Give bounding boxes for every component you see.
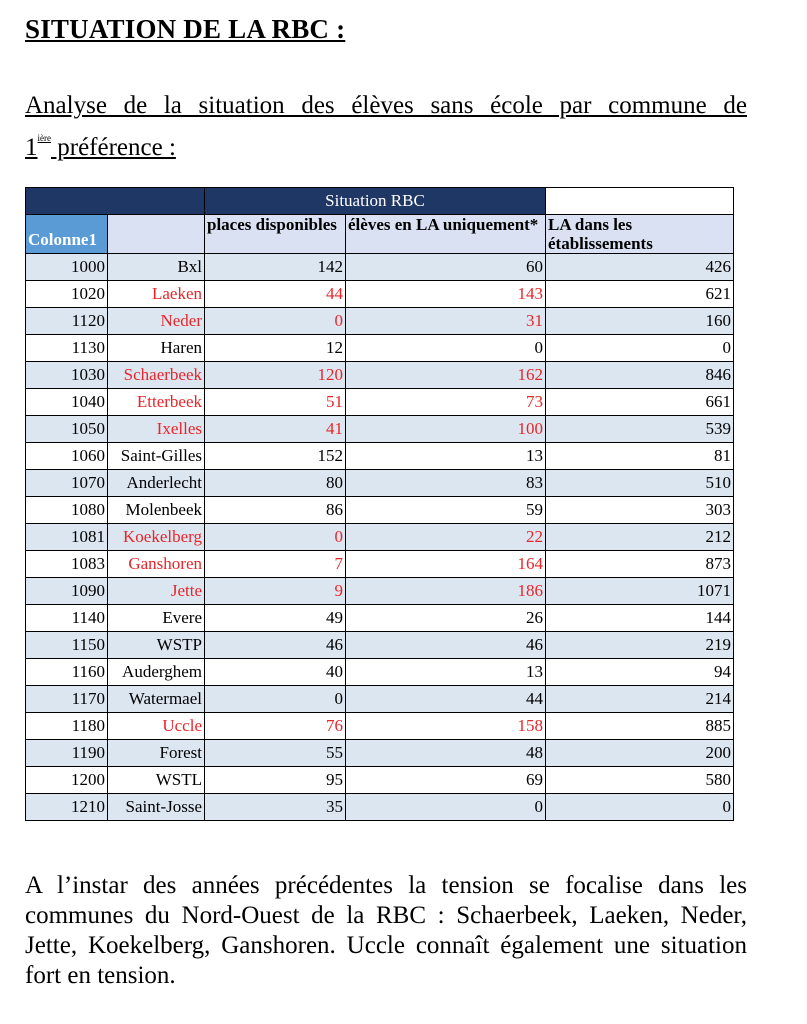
cell-la: 200: [546, 740, 734, 767]
cell-eleves: 73: [346, 389, 546, 416]
cell-code: 1040: [26, 389, 108, 416]
group-header: Situation RBC: [205, 188, 546, 215]
cell-places: 0: [205, 686, 346, 713]
section-heading-continued: [25, 122, 176, 164]
cell-code: 1150: [26, 632, 108, 659]
cell-commune: Watermael: [108, 686, 205, 713]
cell-places: 120: [205, 362, 346, 389]
cell-code: 1070: [26, 470, 108, 497]
cell-eleves: 44: [346, 686, 546, 713]
cell-la: 219: [546, 632, 734, 659]
cell-code: 1083: [26, 551, 108, 578]
cell-places: 51: [205, 389, 346, 416]
cell-eleves: 83: [346, 470, 546, 497]
cell-places: 55: [205, 740, 346, 767]
column-header-la: [546, 215, 734, 254]
cell-places: 40: [205, 659, 346, 686]
column-header-places-label: places disponibles: [207, 215, 337, 234]
cell-commune: Etterbeek: [108, 389, 205, 416]
cell-commune: Molenbeek: [108, 497, 205, 524]
table-row: [26, 632, 734, 659]
cell-places: 35: [205, 794, 346, 821]
cell-places: 7: [205, 551, 346, 578]
cell-la: 0: [546, 794, 734, 821]
cell-places: 142: [205, 254, 346, 281]
table-row: [26, 416, 734, 443]
cell-eleves: 48: [346, 740, 546, 767]
cell-places: 44: [205, 281, 346, 308]
cell-eleves: 100: [346, 416, 546, 443]
cell-la: 621: [546, 281, 734, 308]
column-header-eleves-label: élèves en LA uniquement*: [348, 215, 539, 234]
cell-code: 1081: [26, 524, 108, 551]
table-row: [26, 254, 734, 281]
cell-commune: Ixelles: [108, 416, 205, 443]
cell-eleves: 59: [346, 497, 546, 524]
cell-commune: Schaerbeek: [108, 362, 205, 389]
cell-commune: Bxl: [108, 254, 205, 281]
table-row: [26, 281, 734, 308]
cell-code: 1210: [26, 794, 108, 821]
cell-commune: Auderghem: [108, 659, 205, 686]
cell-commune: Neder: [108, 308, 205, 335]
column-header-code: Colonne1: [26, 215, 108, 254]
cell-places: 76: [205, 713, 346, 740]
heading-prefix: 1: [25, 134, 38, 161]
cell-code: 1090: [26, 578, 108, 605]
cell-places: 80: [205, 470, 346, 497]
cell-la: 1071: [546, 578, 734, 605]
table-row: [26, 470, 734, 497]
cell-la: 160: [546, 308, 734, 335]
cell-la: 510: [546, 470, 734, 497]
cell-eleves: 0: [346, 335, 546, 362]
cell-places: 9: [205, 578, 346, 605]
table-row: [26, 308, 734, 335]
cell-commune: Koekelberg: [108, 524, 205, 551]
cell-code: 1000: [26, 254, 108, 281]
cell-la: 580: [546, 767, 734, 794]
cell-commune: Anderlecht: [108, 470, 205, 497]
cell-la: 661: [546, 389, 734, 416]
cell-eleves: 31: [346, 308, 546, 335]
cell-places: 152: [205, 443, 346, 470]
table-row: [26, 389, 734, 416]
cell-la: 539: [546, 416, 734, 443]
cell-places: 41: [205, 416, 346, 443]
cell-code: 1170: [26, 686, 108, 713]
heading-suffix: préférence :: [51, 134, 176, 161]
cell-places: 46: [205, 632, 346, 659]
cell-code: 1080: [26, 497, 108, 524]
table-row: [26, 335, 734, 362]
table-row: [26, 794, 734, 821]
cell-eleves: 26: [346, 605, 546, 632]
cell-commune: Haren: [108, 335, 205, 362]
header-blank-cell: [546, 188, 734, 215]
cell-eleves: 13: [346, 659, 546, 686]
cell-code: 1130: [26, 335, 108, 362]
cell-code: 1050: [26, 416, 108, 443]
cell-eleves: 164: [346, 551, 546, 578]
cell-la: 873: [546, 551, 734, 578]
cell-places: 86: [205, 497, 346, 524]
table-row: [26, 740, 734, 767]
cell-commune: WSTL: [108, 767, 205, 794]
table-row: [26, 767, 734, 794]
table-row: [26, 524, 734, 551]
cell-commune: WSTP: [108, 632, 205, 659]
cell-eleves: 69: [346, 767, 546, 794]
cell-la: 0: [546, 335, 734, 362]
cell-eleves: 186: [346, 578, 546, 605]
table-row: [26, 605, 734, 632]
cell-code: 1020: [26, 281, 108, 308]
table-row: [26, 578, 734, 605]
cell-code: 1160: [26, 659, 108, 686]
cell-eleves: 162: [346, 362, 546, 389]
cell-code: 1120: [26, 308, 108, 335]
cell-la: 81: [546, 443, 734, 470]
cell-eleves: 22: [346, 524, 546, 551]
table-row: [26, 659, 734, 686]
cell-commune: Forest: [108, 740, 205, 767]
conclusion-paragraph: A l’instar des années précédentes la tension se focalise dans les communes du Nord-Ouest de la RBC : Schaerbeek, Laeken, Neder, Jette, Koekelberg, Ganshoren. Uccle connaît également une situation fort en tension.: [25, 872, 747, 989]
section-heading: Analyse de la situation des élèves sans école par commune de: [25, 92, 747, 119]
cell-la: 885: [546, 713, 734, 740]
table-row: [26, 362, 734, 389]
column-header-places: [205, 215, 346, 254]
cell-eleves: 46: [346, 632, 546, 659]
cell-la: 303: [546, 497, 734, 524]
table-body: [26, 188, 734, 821]
cell-eleves: 60: [346, 254, 546, 281]
cell-la: 426: [546, 254, 734, 281]
column-header-eleves: [346, 215, 546, 254]
cell-code: 1200: [26, 767, 108, 794]
table-row: [26, 713, 734, 740]
rbc-table: [25, 187, 734, 821]
cell-places: 12: [205, 335, 346, 362]
page-title: SITUATION DE LA RBC :: [25, 14, 346, 44]
column-header-row: [26, 215, 734, 254]
cell-places: 95: [205, 767, 346, 794]
table-row: [26, 443, 734, 470]
cell-la: 144: [546, 605, 734, 632]
group-header-row: [26, 188, 734, 215]
cell-commune: Uccle: [108, 713, 205, 740]
table-row: [26, 551, 734, 578]
cell-commune: Saint-Gilles: [108, 443, 205, 470]
cell-code: 1180: [26, 713, 108, 740]
cell-code: 1190: [26, 740, 108, 767]
cell-la: 212: [546, 524, 734, 551]
cell-eleves: 0: [346, 794, 546, 821]
cell-code: 1030: [26, 362, 108, 389]
header-blank-cell: [26, 188, 205, 215]
column-header-commune: [108, 215, 205, 254]
table-row: [26, 686, 734, 713]
cell-commune: Ganshoren: [108, 551, 205, 578]
cell-eleves: 158: [346, 713, 546, 740]
cell-commune: Evere: [108, 605, 205, 632]
cell-places: 0: [205, 308, 346, 335]
cell-code: 1140: [26, 605, 108, 632]
cell-la: 846: [546, 362, 734, 389]
column-header-la-label: LA dans les établissements: [548, 215, 653, 253]
cell-eleves: 143: [346, 281, 546, 308]
heading-superscript: ière: [37, 133, 51, 143]
cell-la: 94: [546, 659, 734, 686]
cell-places: 0: [205, 524, 346, 551]
cell-commune: Jette: [108, 578, 205, 605]
table-row: [26, 497, 734, 524]
cell-commune: Laeken: [108, 281, 205, 308]
cell-eleves: 13: [346, 443, 546, 470]
cell-commune: Saint-Josse: [108, 794, 205, 821]
cell-code: 1060: [26, 443, 108, 470]
cell-la: 214: [546, 686, 734, 713]
cell-places: 49: [205, 605, 346, 632]
